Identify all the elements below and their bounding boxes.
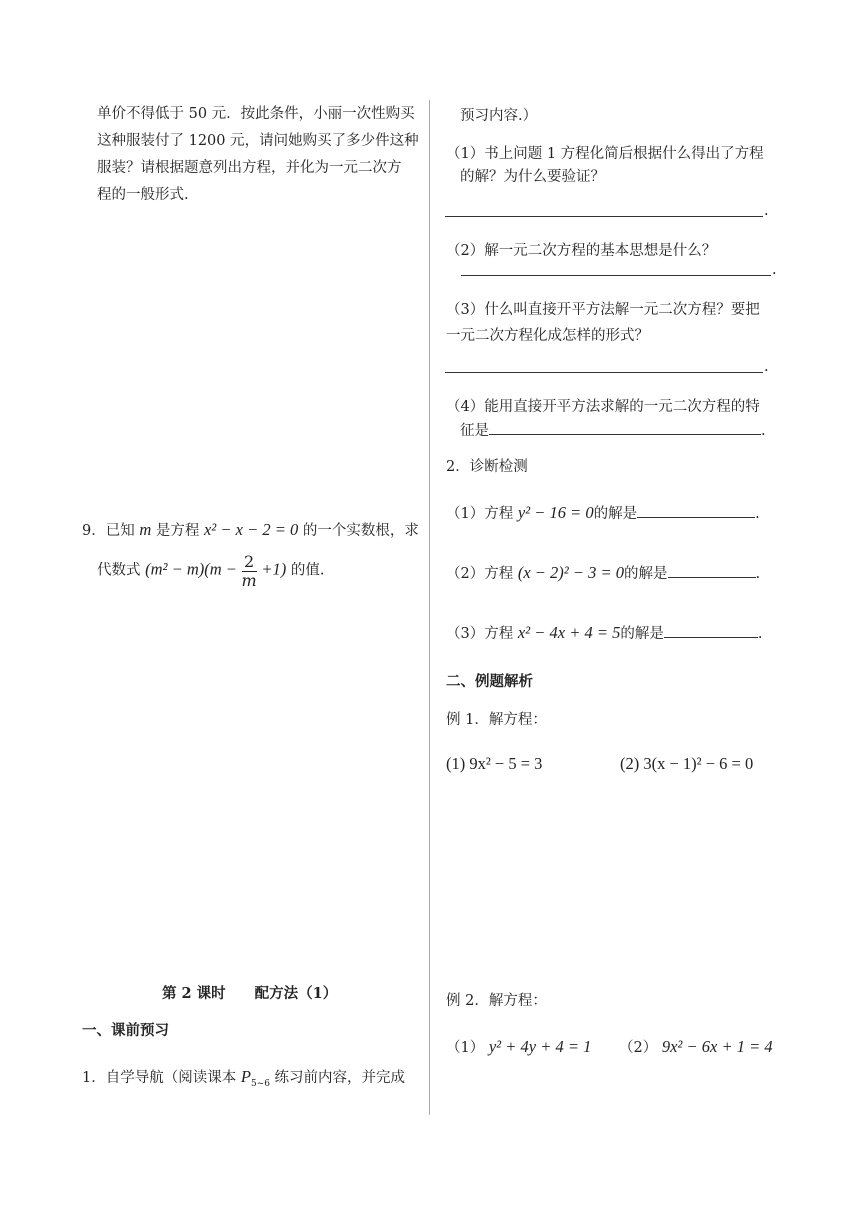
problem9-line-1 bbox=[82, 519, 419, 540]
d3-prefix: （3）方程 bbox=[446, 626, 514, 642]
problem8-line-1: 单价不得低于 50 元．按此条件，小丽一次性购买 bbox=[97, 106, 415, 122]
example1-title: 例 1．解方程： bbox=[446, 712, 547, 728]
item1-line bbox=[82, 1066, 405, 1087]
d1-sol-is: 的解是 bbox=[593, 506, 638, 522]
q3-line-1: （3）什么叫直接开平方法解一元二次方程？要把 bbox=[446, 302, 760, 318]
d3-sol-is: 的解是 bbox=[620, 626, 664, 642]
problem8-line-4: 程的一般形式. bbox=[97, 187, 189, 203]
example2-eq-a bbox=[446, 1036, 591, 1057]
fraction-denominator: m bbox=[241, 571, 257, 590]
q2-period: . bbox=[772, 262, 777, 278]
problem9-is-root: 是方程 bbox=[155, 523, 200, 539]
problem9-line-2 bbox=[97, 552, 324, 589]
section-heading-preview: 一、课前预习 bbox=[82, 1022, 169, 1039]
answer-line-q3[interactable] bbox=[445, 372, 763, 373]
answer-line-q1[interactable] bbox=[445, 216, 763, 217]
q4-period: . bbox=[761, 423, 766, 439]
problem8-line-2: 这种服装付了 1200 元，请问她购买了多少件这种 bbox=[97, 133, 419, 149]
item1-prefix: 1．自学导航（阅读课本 bbox=[82, 1070, 237, 1086]
answer-blank-d2[interactable] bbox=[668, 563, 756, 578]
problem9-prefix: 9．已知 bbox=[82, 523, 135, 539]
item1-page-p: P bbox=[240, 1067, 251, 1086]
item1-page-sub: 5~6 bbox=[250, 1079, 270, 1089]
problem9-expr-right: +1) bbox=[261, 559, 287, 579]
example2-title: 例 2．解方程： bbox=[446, 993, 547, 1009]
d3-period: . bbox=[757, 626, 763, 642]
example1-eq-a: (1) 9x² − 5 = 3 bbox=[446, 754, 543, 773]
d2-prefix: （2）方程 bbox=[446, 566, 514, 582]
fraction-numerator: 2 bbox=[242, 553, 257, 572]
d3-equation: x² − 4x + 4 = 5 bbox=[517, 623, 621, 642]
answer-blank-d1[interactable] bbox=[637, 503, 755, 518]
item1-suffix: 练习前内容，并完成 bbox=[274, 1070, 406, 1086]
q3-line-2: 一元二次方程化成怎样的形式？ bbox=[446, 328, 649, 344]
q2-text: （2）解一元二次方程的基本思想是什么？ bbox=[446, 243, 717, 259]
problem8-line-3: 服装？请根据题意列出方程，并化为一元二次方 bbox=[97, 160, 402, 176]
answer-blank-q4[interactable] bbox=[489, 420, 761, 435]
q3-period: . bbox=[764, 359, 769, 375]
d1-period: . bbox=[755, 506, 760, 522]
q4-line-2 bbox=[460, 419, 766, 440]
d1-equation: y² − 16 = 0 bbox=[517, 503, 594, 522]
d2-period: . bbox=[755, 566, 761, 582]
d2-sol-is: 的解是 bbox=[624, 566, 668, 582]
q4-line-1: （4）能用直接开平方法求解的一元二次方程的特 bbox=[446, 399, 760, 415]
problem9-equation: x² − x − 2 = 0 bbox=[203, 520, 299, 539]
q1-line-1: （1）书上问题 1 方程化简后根据什么得出了方程 bbox=[446, 146, 764, 162]
d2-equation: (x − 2)² − 3 = 0 bbox=[517, 563, 625, 582]
q1-period: . bbox=[764, 203, 769, 219]
problem9-suffix: 的一个实数根，求 bbox=[302, 523, 419, 539]
d1-prefix: （1）方程 bbox=[446, 506, 514, 522]
q4-prefix: 征是 bbox=[460, 423, 489, 439]
ex2-b-label: （2） bbox=[619, 1040, 658, 1056]
ex2-a-label: （1） bbox=[446, 1040, 485, 1056]
fraction bbox=[242, 553, 257, 590]
diagnosis-heading: 2．诊断检测 bbox=[446, 459, 528, 475]
section-heading-examples: 二、例题解析 bbox=[446, 673, 533, 690]
column-divider bbox=[429, 100, 430, 1115]
lesson-title: 第 2 课时 配方法（1） bbox=[162, 985, 338, 1002]
preview-content-cont: 预习内容.） bbox=[460, 108, 538, 124]
answer-line-q2[interactable] bbox=[461, 275, 771, 276]
problem9-var-m: m bbox=[139, 520, 152, 539]
problem9-line2-prefix: 代数式 bbox=[97, 562, 141, 579]
example2-eq-b bbox=[619, 1036, 773, 1057]
diagnosis-q2 bbox=[446, 562, 760, 583]
diagnosis-q1 bbox=[446, 502, 760, 523]
example1-eq-b: (2) 3(x − 1)² − 6 = 0 bbox=[620, 754, 754, 773]
ex2-b-equation: 9x² − 6x + 1 = 4 bbox=[661, 1037, 773, 1056]
problem9-expr-left: (m² − m)(m − bbox=[145, 559, 237, 579]
diagnosis-q3 bbox=[446, 622, 762, 643]
problem9-line2-suffix: 的值. bbox=[290, 562, 325, 579]
answer-blank-d3[interactable] bbox=[664, 623, 758, 638]
q1-line-2: 的解？为什么要验证？ bbox=[460, 169, 605, 185]
ex2-a-equation: y² + 4y + 4 = 1 bbox=[488, 1037, 592, 1056]
